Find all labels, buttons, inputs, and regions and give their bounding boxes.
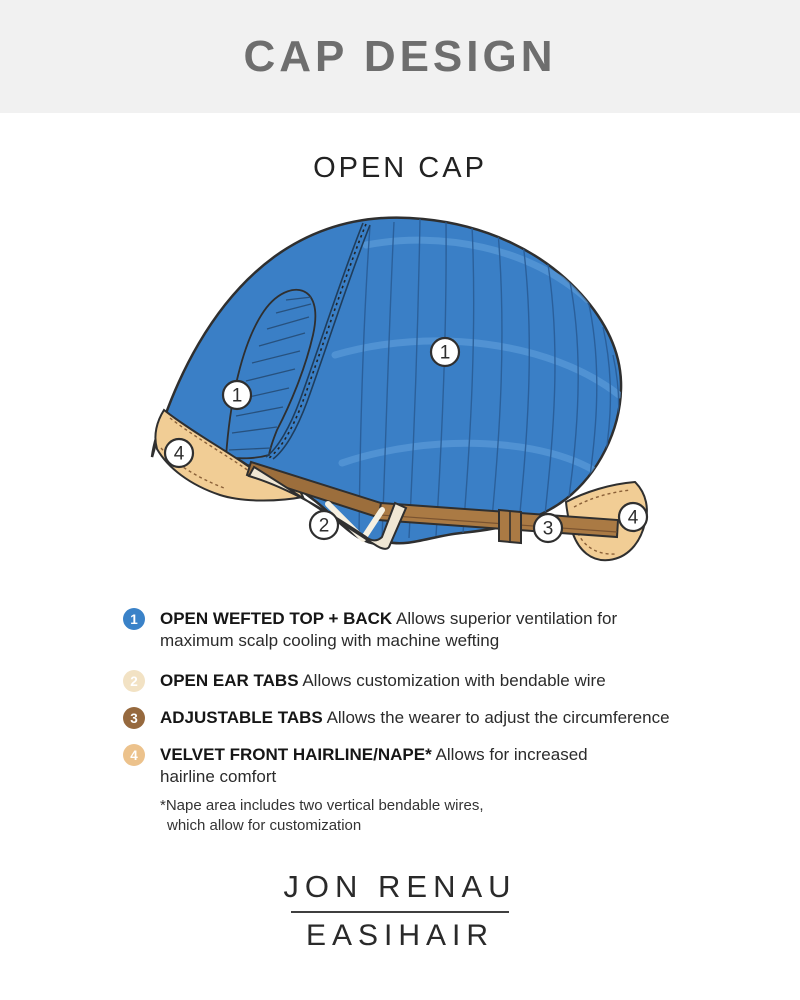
cap-diagram-illustration bbox=[130, 205, 670, 575]
legend-footnote bbox=[160, 796, 693, 836]
callout-1-main-marker bbox=[431, 338, 459, 366]
brand-divider bbox=[291, 911, 509, 913]
callout-2-marker bbox=[310, 511, 338, 539]
legend-desc-1-line2: maximum scalp cooling with machine wefting bbox=[160, 631, 500, 650]
legend-badge-2: 2 bbox=[123, 670, 145, 692]
legend-item-4 bbox=[123, 744, 693, 788]
cap-diagram bbox=[130, 205, 670, 575]
callout-4-left-marker bbox=[165, 439, 193, 467]
callout-1-front-marker bbox=[223, 381, 251, 409]
page-title: CAP DESIGN bbox=[243, 31, 557, 81]
legend-badge-1: 1 bbox=[123, 608, 145, 630]
callout-1-front-label: 1 bbox=[231, 385, 243, 407]
legend-text-2 bbox=[160, 670, 606, 692]
legend bbox=[123, 608, 693, 836]
legend-badge-4: 4 bbox=[123, 744, 145, 766]
legend-text-4 bbox=[160, 744, 588, 788]
legend-title-2: OPEN EAR TABS bbox=[160, 671, 299, 690]
legend-item-2 bbox=[123, 670, 693, 692]
brand-name-top: JON RENAU bbox=[283, 869, 517, 904]
legend-text-3 bbox=[160, 707, 670, 729]
callout-1-main-label: 1 bbox=[439, 342, 451, 364]
callout-2-label: 2 bbox=[318, 515, 330, 537]
callout-4-left-label: 4 bbox=[173, 443, 185, 465]
section-title: OPEN CAP bbox=[313, 152, 487, 184]
legend-title-1: OPEN WEFTED TOP + BACK bbox=[160, 609, 393, 628]
legend-text-1 bbox=[160, 608, 617, 652]
callout-4-right-label: 4 bbox=[627, 507, 639, 529]
legend-desc-2: Allows customization with bendable wire bbox=[302, 671, 606, 690]
legend-title-3: ADJUSTABLE TABS bbox=[160, 708, 323, 727]
callout-3-marker bbox=[534, 514, 562, 542]
legend-item-1 bbox=[123, 608, 693, 652]
footnote-line1: *Nape area includes two vertical bendable wires, bbox=[160, 797, 484, 814]
legend-desc-1: Allows superior ventilation for bbox=[396, 609, 618, 628]
brand-logo bbox=[0, 869, 800, 953]
legend-desc-3: Allows the wearer to adjust the circumference bbox=[326, 708, 670, 727]
legend-badge-3: 3 bbox=[123, 707, 145, 729]
legend-desc-4-line2: hairline comfort bbox=[160, 767, 277, 786]
legend-title-4: VELVET FRONT HAIRLINE/NAPE* bbox=[160, 745, 432, 764]
header-band bbox=[0, 0, 800, 113]
callout-3-label: 3 bbox=[542, 518, 554, 540]
brand-name-bottom: EASIHAIR bbox=[305, 919, 495, 952]
footnote-line2: which allow for customization bbox=[167, 817, 362, 834]
callout-4-right-marker bbox=[619, 503, 647, 531]
legend-desc-4: Allows for increased bbox=[435, 745, 588, 764]
legend-item-3 bbox=[123, 707, 693, 729]
